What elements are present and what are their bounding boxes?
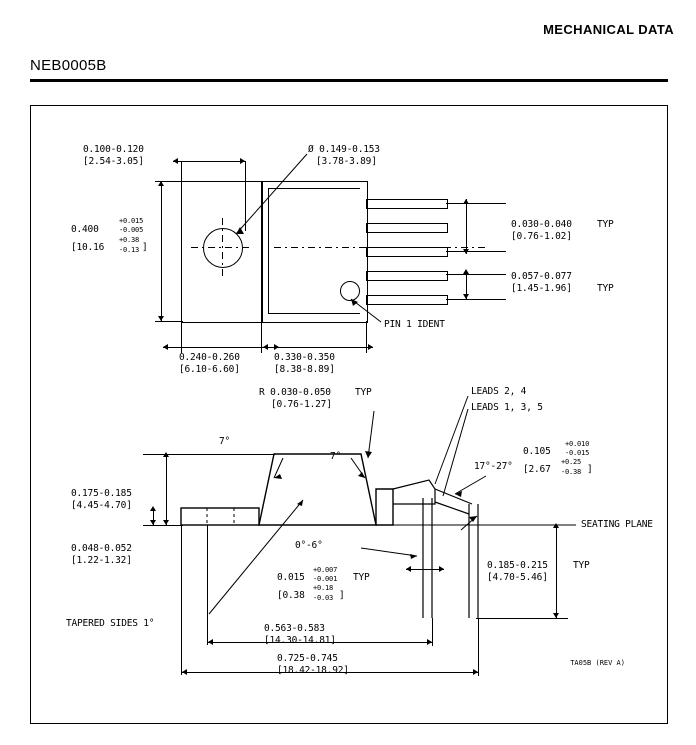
- label-tapered-sides: TAPERED SIDES 1°: [66, 618, 155, 629]
- dim-shoulder-tol-plus: +0.010: [565, 440, 590, 448]
- dim-leadthk-arrow-r: [439, 566, 444, 572]
- page-section-title: MECHANICAL DATA: [543, 22, 674, 37]
- dim-body-width-inch: 0.330-0.350: [274, 352, 335, 363]
- dim-lead-thickness-mm-close: ]: [339, 590, 345, 601]
- dim-lead-thickness-tol-minus: -0.001: [313, 575, 338, 583]
- ext-bodythk-top: [143, 454, 275, 455]
- dim-tabthk-arrow-u: [150, 506, 156, 511]
- ext-tabthk-bottom: [143, 525, 183, 526]
- dim-lead-thickness-mm-plus: +0.18: [313, 584, 334, 592]
- dim-body-height-tol-plus: +0.015: [119, 217, 144, 225]
- dim-innerlen-arrow-r: [427, 639, 432, 645]
- angle-lead-bend: 17°-27°: [474, 461, 513, 472]
- dim-inner-length-inch: 0.563-0.583: [264, 623, 325, 634]
- dim-lead-thickness-inch: 0.015: [277, 572, 305, 583]
- dim-tab-thickness-side-inch: 0.048-0.052: [71, 543, 132, 554]
- dim-tab-thickness-top-mm: [2.54-3.05]: [83, 156, 144, 167]
- dim-lead-pitch-inch: 0.057-0.077: [511, 271, 572, 282]
- dim-lead-width-inch: 0.030-0.040: [511, 219, 572, 230]
- dim-hole-dia: Ø 0.149-0.153: [308, 144, 380, 155]
- dim-lead-thickness-mm: [0.38: [277, 590, 305, 601]
- dim-lead-width-note: TYP: [597, 219, 614, 230]
- dim-standoff-note: TYP: [573, 560, 590, 571]
- dim-standoff-mm: [4.70-5.46]: [487, 572, 548, 583]
- dim-shoulder-inch: 0.105: [523, 446, 551, 457]
- dim-tab-width-inch: 0.240-0.260: [179, 352, 240, 363]
- dim-radius-inch: R 0.030-0.050: [259, 387, 331, 398]
- dim-standoff-line: [556, 525, 557, 618]
- dim-overall-length-inch: 0.725-0.745: [277, 653, 338, 664]
- dim-radius-mm: [0.76-1.27]: [271, 399, 332, 410]
- dim-overall-arrow-r: [473, 669, 478, 675]
- header-divider: [30, 79, 668, 82]
- revision-note: TA05B (REV A): [570, 659, 625, 667]
- dim-shoulder-tol-minus: -0.015: [565, 449, 590, 457]
- dim-overall-length-mm: [18.42-18.92]: [277, 665, 349, 676]
- dim-body-height-mm: [10.16: [71, 242, 105, 253]
- angle-mid-7deg: 7°: [330, 451, 342, 462]
- dim-body-height-mm-plus: +0.38: [119, 236, 140, 244]
- dim-standoff-arrow-u: [553, 523, 559, 528]
- dim-body-thickness-mm: [4.45-4.70]: [71, 500, 132, 511]
- side-view-geometry: [31, 106, 667, 723]
- dim-bodythk-line: [166, 454, 167, 525]
- label-seating-plane: SEATING PLANE: [581, 519, 653, 530]
- dim-tab-width-mm: [6.10-6.60]: [179, 364, 240, 375]
- dim-shoulder-mm-close: ]: [587, 464, 593, 475]
- part-number-label: NEB0005B: [30, 57, 107, 74]
- dim-lead-pitch-note: TYP: [597, 283, 614, 294]
- ext-standoff-bottom: [476, 618, 568, 619]
- dim-shoulder-mm-minus: -0.38: [561, 468, 582, 476]
- callout-leads-2-4: LEADS 2, 4: [471, 386, 527, 397]
- dim-lead-thickness-tol-plus: +0.007: [313, 566, 338, 574]
- dim-body-height-tol-minus: -0.005: [119, 226, 144, 234]
- dim-tab-thickness-top: 0.100-0.120: [83, 144, 144, 155]
- dim-lead-thickness-note: TYP: [353, 572, 370, 583]
- angle-left-7deg: 7°: [219, 436, 231, 447]
- dim-body-height-mm-minus: -0.13: [119, 246, 140, 254]
- dim-standoff-inch: 0.185-0.215: [487, 560, 548, 571]
- ext-overall-left: [181, 525, 182, 675]
- dim-lead-pitch-mm: [1.45-1.96]: [511, 283, 572, 294]
- drawing-frame: [30, 105, 668, 724]
- dim-overall-arrow-l: [182, 669, 187, 675]
- ext-innerlen-left: [207, 525, 208, 645]
- dim-inner-length-mm: [14.30-14.81]: [264, 635, 336, 646]
- dim-radius-note: TYP: [355, 387, 372, 398]
- dim-body-height-mm-close: ]: [142, 242, 148, 253]
- dim-innerlen-arrow-l: [208, 639, 213, 645]
- dim-hole-dia-mm: [3.78-3.89]: [316, 156, 377, 167]
- dim-tab-thickness-side-mm: [1.22-1.32]: [71, 555, 132, 566]
- dim-leadthk-arrow-l: [406, 566, 411, 572]
- dim-lead-width-mm: [0.76-1.02]: [511, 231, 572, 242]
- dim-lead-thickness-mm-minus: -0.03: [313, 594, 334, 602]
- dim-body-height-inch: 0.400: [71, 224, 99, 235]
- callout-leads-1-3-5: LEADS 1, 3, 5: [471, 402, 543, 413]
- callout-pin1-ident: PIN 1 IDENT: [384, 319, 445, 330]
- dim-body-width-mm: [8.38-8.89]: [274, 364, 335, 375]
- ext-overall-right: [478, 618, 479, 676]
- angle-draft: 0°-6°: [295, 540, 323, 551]
- ext-innerlen-right: [432, 618, 433, 646]
- dim-shoulder-mm-plus: +0.25: [561, 458, 582, 466]
- dim-body-thickness-inch: 0.175-0.185: [71, 488, 132, 499]
- dim-shoulder-mm: [2.67: [523, 464, 551, 475]
